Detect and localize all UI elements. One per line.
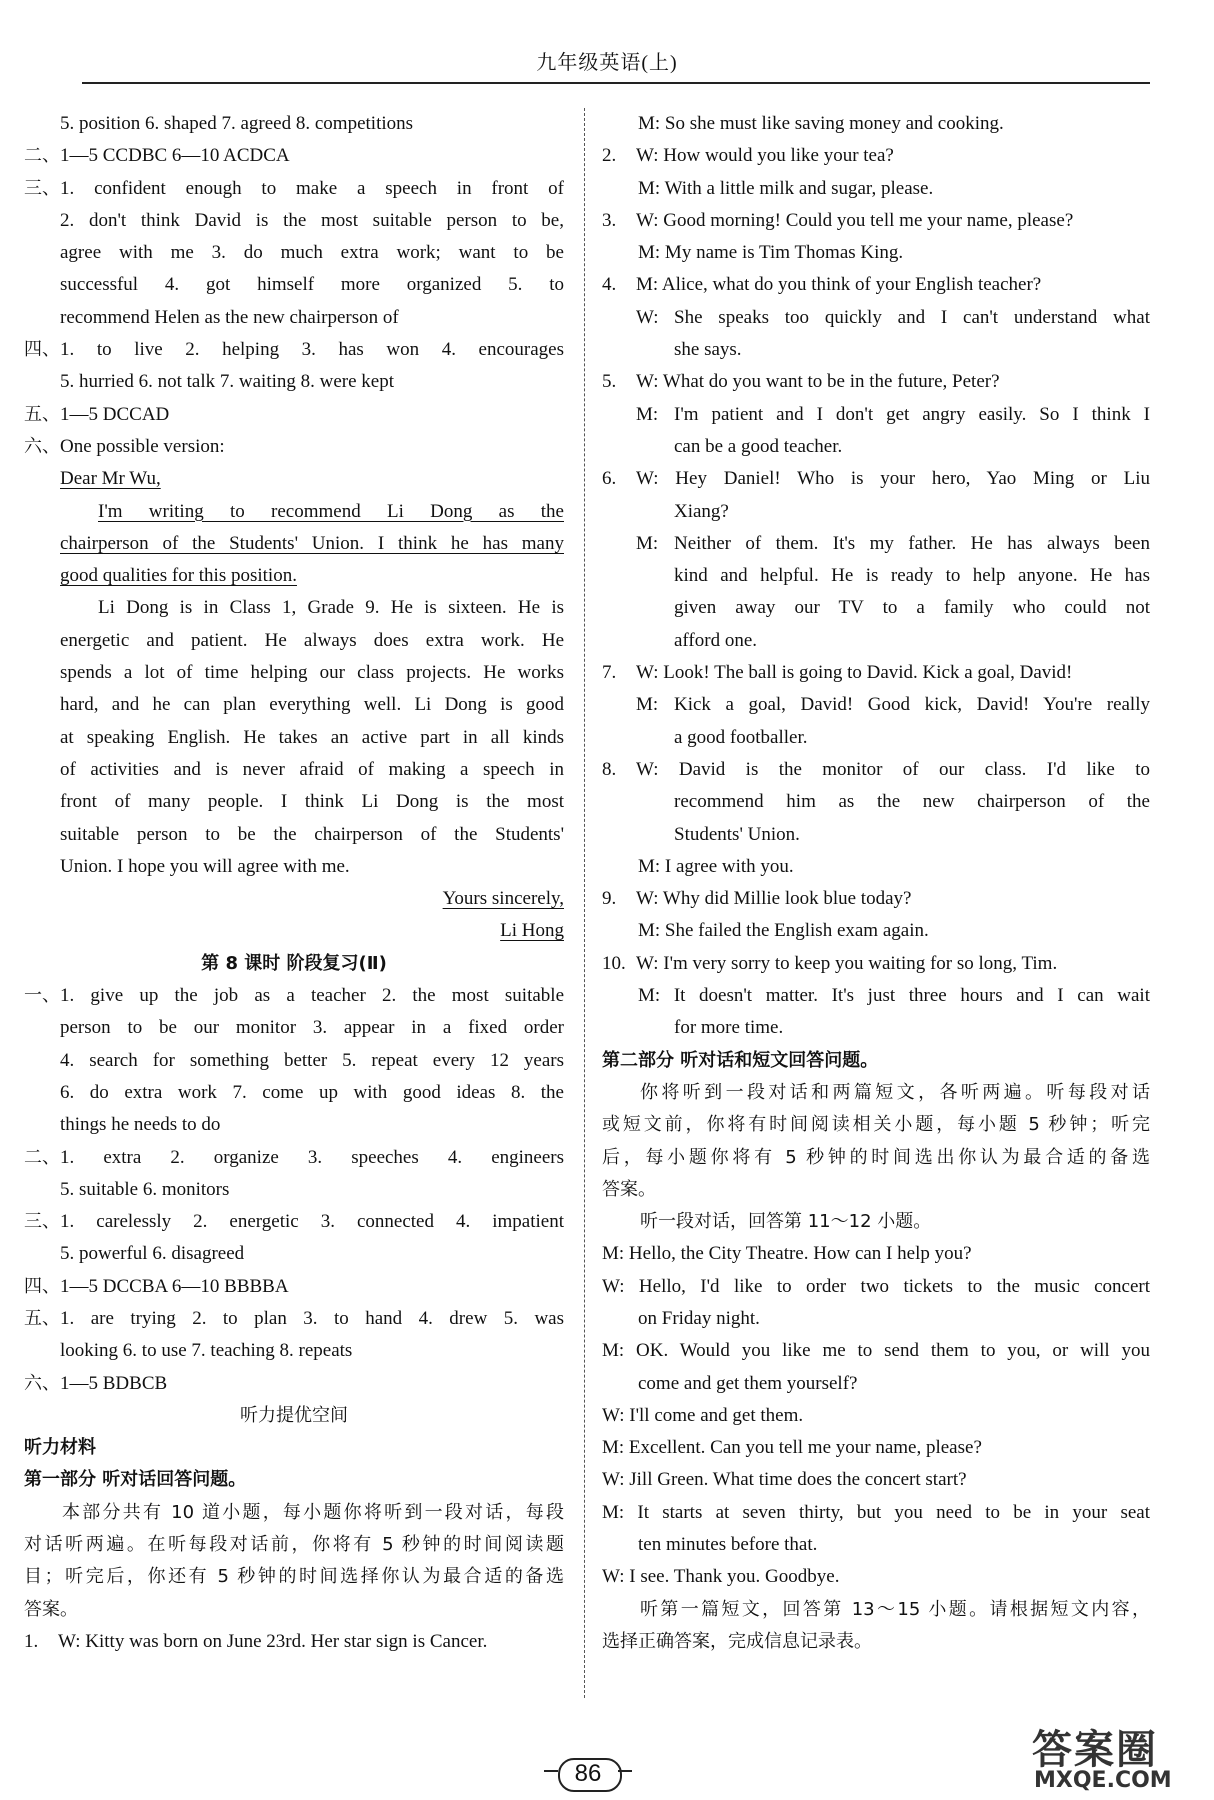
left-column xyxy=(24,108,564,1658)
text-line xyxy=(602,754,1150,786)
text-line xyxy=(24,1400,564,1432)
text-line xyxy=(24,1626,564,1658)
section-marker: 五、 xyxy=(24,403,60,425)
line-text: W: Kitty was born on June 23rd. Her star sign is Cancer. xyxy=(58,1630,488,1652)
text-line xyxy=(24,1303,564,1335)
text-line xyxy=(24,1432,564,1464)
line-text: agree with me 3. do much extra work; want to be xyxy=(60,242,564,264)
text-line xyxy=(602,786,1150,818)
line-text: of activities and is never afraid of making a speech in xyxy=(60,758,564,780)
line-text: 选择正确答案，完成信息记录表。 xyxy=(602,1630,872,1652)
text-line xyxy=(602,399,1150,431)
text-line xyxy=(24,431,564,463)
speaker-label: M: xyxy=(636,694,659,716)
text-line xyxy=(24,851,564,883)
line-text: W: Why did Millie look blue today? xyxy=(636,888,912,910)
text-line xyxy=(602,1497,1150,1529)
section-marker: 六、 xyxy=(24,435,60,457)
text-line xyxy=(602,980,1150,1012)
text-line xyxy=(24,625,564,657)
text-line xyxy=(24,722,564,754)
text-line xyxy=(24,689,564,721)
line-text: suitable person to be the chairperson of the Students' xyxy=(60,823,564,845)
header-rule xyxy=(82,82,1150,84)
text-line xyxy=(602,1271,1150,1303)
line-text: W: David is the monitor of our class. I'd like to xyxy=(636,758,1150,780)
line-text: spends a lot of time helping our class projects. He works xyxy=(60,662,564,684)
line-text: 1. confident enough to make a speech in front of xyxy=(60,177,564,199)
line-text: 后，每小题你将有 5 秒钟的时间选出你认为最合适的备选 xyxy=(602,1146,1150,1168)
line-text: 1. to live 2. helping 3. has won 4. encourages xyxy=(60,339,564,361)
text-line xyxy=(24,1206,564,1238)
line-text: Union. I hope you will agree with me. xyxy=(60,855,350,877)
text-line xyxy=(24,237,564,269)
text-line xyxy=(24,592,564,624)
line-text: W: I'm very sorry to keep you waiting for so long, Tim. xyxy=(636,952,1058,974)
text-line xyxy=(602,173,1150,205)
line-text: a good footballer. xyxy=(674,726,808,748)
item-number: 7. xyxy=(602,662,617,684)
text-line xyxy=(24,302,564,334)
left-flourish-icon xyxy=(544,1770,558,1772)
text-line xyxy=(602,1077,1150,1109)
text-line xyxy=(602,819,1150,851)
watermark-logo xyxy=(1032,1718,1204,1794)
speaker-label: W: xyxy=(636,306,659,328)
item-number: 2. xyxy=(602,145,617,167)
line-text: 第 8 课时 阶段复习(Ⅱ) xyxy=(201,952,387,974)
speaker-label: M: xyxy=(636,403,659,425)
text-line xyxy=(24,1012,564,1044)
line-text: can be a good teacher. xyxy=(674,435,843,457)
line-text: she says. xyxy=(674,339,742,361)
line-text: M: It starts at seven thirty, but you need to be in your seat xyxy=(602,1501,1150,1523)
line-text: Li Hong xyxy=(500,920,564,942)
text-line xyxy=(602,689,1150,721)
section-marker: 四、 xyxy=(24,1275,60,1297)
text-line xyxy=(24,883,564,915)
text-line xyxy=(24,1271,564,1303)
line-text: M: With a little milk and sugar, please. xyxy=(638,177,934,199)
line-text: energetic and patient. He always does extra work. He xyxy=(60,629,564,651)
line-text: One possible version: xyxy=(60,435,225,457)
line-text: 5. hurried 6. not talk 7. waiting 8. were kept xyxy=(60,371,395,393)
right-flourish-icon xyxy=(618,1770,632,1772)
line-text: M: It doesn't matter. It's just three hours and I can wait xyxy=(638,985,1150,1007)
text-line xyxy=(24,1561,564,1593)
text-line xyxy=(602,431,1150,463)
line-text: 第一部分 听对话回答问题。 xyxy=(24,1469,247,1491)
line-text: Xiang? xyxy=(674,500,729,522)
text-line xyxy=(602,1238,1150,1270)
text-line xyxy=(24,948,564,980)
text-line xyxy=(602,948,1150,980)
text-line xyxy=(602,1335,1150,1367)
line-text: Neither of them. It's my father. He has always been xyxy=(674,532,1150,554)
running-header: 九年级英语(上) xyxy=(536,52,678,74)
line-text: successful 4. got himself more organized 5. to xyxy=(60,274,564,296)
line-text: 4. search for something better 5. repeat every 12 years xyxy=(60,1049,564,1071)
text-line xyxy=(24,980,564,1012)
line-text: 5. suitable 6. monitors xyxy=(60,1178,230,1200)
text-line xyxy=(24,399,564,431)
text-line xyxy=(24,1335,564,1367)
text-line xyxy=(24,173,564,205)
text-line xyxy=(602,625,1150,657)
line-text: given away our TV to a family who could not xyxy=(674,597,1150,619)
text-line xyxy=(24,1464,564,1496)
item-number: 6. xyxy=(602,468,617,490)
text-line xyxy=(602,1109,1150,1141)
line-text: 2. don't think David is the most suitable person to be, xyxy=(60,209,564,231)
section-marker: 二、 xyxy=(24,1146,60,1168)
line-text: Li Dong is in Class 1, Grade 9. He is sixteen. He is xyxy=(98,597,564,619)
item-number: 5. xyxy=(602,371,617,393)
line-text: hard, and he can plan everything well. Li Dong is good xyxy=(60,694,564,716)
line-text: 1—5 DCCAD xyxy=(60,403,170,425)
section-marker: 三、 xyxy=(24,1211,60,1233)
line-text: 听力提优空间 xyxy=(240,1404,348,1426)
line-text: She speaks too quickly and I can't understand what xyxy=(674,306,1150,328)
line-text: afford one. xyxy=(674,629,758,651)
line-text: at speaking English. He takes an active part in all kinds xyxy=(60,726,564,748)
line-text: Yours sincerely, xyxy=(442,888,564,910)
text-line xyxy=(602,1174,1150,1206)
text-line xyxy=(602,915,1150,947)
line-text: 1. carelessly 2. energetic 3. connected 4. impatient xyxy=(60,1211,564,1233)
line-text: W: Good morning! Could you tell me your name, please? xyxy=(636,209,1074,231)
text-line xyxy=(24,366,564,398)
text-line xyxy=(24,463,564,495)
line-text: W: Hello, I'd like to order two tickets to the music concert xyxy=(602,1275,1150,1297)
line-text: 1—5 CCDBC 6—10 ACDCA xyxy=(60,145,290,167)
text-line xyxy=(24,819,564,851)
text-line xyxy=(602,1529,1150,1561)
text-line xyxy=(602,851,1150,883)
line-text: 第二部分 听对话和短文回答问题。 xyxy=(602,1049,879,1071)
line-text: 答案。 xyxy=(602,1178,656,1200)
text-line xyxy=(602,1626,1150,1658)
text-line xyxy=(602,1432,1150,1464)
text-line xyxy=(602,1206,1150,1238)
line-text: chairperson of the Students' Union. I think he has many xyxy=(60,532,564,554)
line-text: 听一段对话，回答第 11～12 小题。 xyxy=(640,1211,932,1233)
item-number: 1. xyxy=(24,1630,39,1652)
line-text: M: Hello, the City Theatre. How can I help you? xyxy=(602,1243,972,1265)
text-line xyxy=(602,1142,1150,1174)
line-text: 对话听两遍。在听每段对话前，你将有 5 秒钟的时间阅读题 xyxy=(24,1534,564,1556)
line-text: person to be our monitor 3. appear in a fixed order xyxy=(60,1017,564,1039)
text-line xyxy=(602,237,1150,269)
text-line xyxy=(602,1045,1150,1077)
line-text: M: My name is Tim Thomas King. xyxy=(638,242,904,264)
text-line xyxy=(602,1594,1150,1626)
text-line xyxy=(602,205,1150,237)
text-line xyxy=(602,592,1150,624)
line-text: Students' Union. xyxy=(674,823,800,845)
line-text: W: Look! The ball is going to David. Kick a goal, David! xyxy=(636,662,1073,684)
item-number: 4. xyxy=(602,274,617,296)
line-text: M: OK. Would you like me to send them to you, or will you xyxy=(602,1340,1150,1362)
line-text: M: So she must like saving money and cooking. xyxy=(638,113,1004,134)
text-line xyxy=(24,496,564,528)
item-number: 9. xyxy=(602,888,617,910)
text-line xyxy=(602,108,1150,140)
line-text: things he needs to do xyxy=(60,1114,221,1136)
text-line xyxy=(24,1238,564,1270)
line-text: good qualities for this position. xyxy=(60,565,297,587)
text-line xyxy=(24,786,564,818)
text-line xyxy=(602,1368,1150,1400)
line-text: looking 6. to use 7. teaching 8. repeats xyxy=(60,1340,353,1362)
line-text: W: I see. Thank you. Goodbye. xyxy=(602,1566,840,1588)
section-marker: 一、 xyxy=(24,985,60,1007)
line-text: 1—5 DCCBA 6—10 BBBBA xyxy=(60,1275,289,1297)
text-line xyxy=(602,1400,1150,1432)
line-text: 听第一篇短文，回答第 13～15 小题。请根据短文内容， xyxy=(640,1598,1150,1620)
text-line xyxy=(24,1529,564,1561)
text-line xyxy=(602,496,1150,528)
text-line xyxy=(602,657,1150,689)
line-text: 1—5 BDBCB xyxy=(60,1372,168,1394)
section-marker: 三、 xyxy=(24,177,60,199)
line-text: M: Alice, what do you think of your English teacher? xyxy=(636,274,1042,296)
line-text: M: Excellent. Can you tell me your name, please? xyxy=(602,1437,982,1459)
text-line xyxy=(602,1012,1150,1044)
text-line xyxy=(24,560,564,592)
right-column xyxy=(602,108,1150,1658)
text-line xyxy=(602,140,1150,172)
line-text: 5. position 6. shaped 7. agreed 8. competitions xyxy=(60,113,414,134)
line-text: come and get them yourself? xyxy=(638,1372,858,1394)
text-line xyxy=(24,140,564,172)
line-text: Kick a goal, David! Good kick, David! You're really xyxy=(674,694,1150,716)
text-line xyxy=(24,915,564,947)
line-text: for more time. xyxy=(674,1017,784,1039)
text-line xyxy=(602,366,1150,398)
text-line xyxy=(602,1561,1150,1593)
text-line xyxy=(602,883,1150,915)
page-number xyxy=(548,1756,628,1792)
text-line xyxy=(24,1174,564,1206)
line-text: recommend him as the new chairperson of the xyxy=(674,791,1150,813)
text-line xyxy=(602,1464,1150,1496)
watermark-text: 答案圈 xyxy=(1032,1727,1158,1773)
line-text: I'm patient and I don't get angry easily. So I think I xyxy=(674,403,1150,425)
line-text: 1. extra 2. organize 3. speeches 4. engineers xyxy=(60,1146,564,1168)
line-text: 听力材料 xyxy=(24,1437,96,1459)
text-line xyxy=(602,722,1150,754)
line-text: front of many people. I think Li Dong is the most xyxy=(60,791,564,813)
line-text: 或短文前，你将有时间阅读相关小题，每小题 5 秒钟；听完 xyxy=(602,1114,1150,1136)
line-text: M: I agree with you. xyxy=(638,855,794,877)
column-divider xyxy=(584,108,585,1698)
line-text: W: I'll come and get them. xyxy=(602,1404,804,1426)
line-text: W: Jill Green. What time does the concert start? xyxy=(602,1469,967,1491)
line-text: 1. give up the job as a teacher 2. the most suitable xyxy=(60,985,564,1007)
line-text: M: She failed the English exam again. xyxy=(638,920,929,942)
line-text: 6. do extra work 7. come up with good ideas 8. the xyxy=(60,1081,564,1103)
line-text: kind and helpful. He is ready to help anyone. He has xyxy=(674,565,1150,587)
text-line xyxy=(24,657,564,689)
item-number: 8. xyxy=(602,758,617,780)
text-line xyxy=(24,1497,564,1529)
text-line xyxy=(602,269,1150,301)
text-line xyxy=(602,1303,1150,1335)
line-text: 本部分共有 10 道小题，每小题你将听到一段对话，每段 xyxy=(62,1501,564,1523)
text-line xyxy=(24,528,564,560)
page-number-text: 86 xyxy=(574,1760,602,1787)
text-line xyxy=(24,1109,564,1141)
text-line xyxy=(24,1368,564,1400)
watermark-url: MXQE.COM xyxy=(1034,1768,1172,1793)
text-line xyxy=(24,205,564,237)
text-line xyxy=(24,269,564,301)
line-text: 答案。 xyxy=(24,1598,78,1620)
section-marker: 六、 xyxy=(24,1372,60,1394)
line-text: I'm writing to recommend Li Dong as the xyxy=(98,500,564,522)
line-text: Dear Mr Wu, xyxy=(60,468,161,490)
line-text: W: How would you like your tea? xyxy=(636,145,894,167)
text-line xyxy=(24,754,564,786)
section-marker: 四、 xyxy=(24,339,60,361)
line-text: 你将听到一段对话和两篇短文，各听两遍。听每段对话 xyxy=(640,1081,1150,1103)
text-line xyxy=(602,463,1150,495)
text-line xyxy=(24,1077,564,1109)
text-line xyxy=(602,560,1150,592)
line-text: W: Hey Daniel! Who is your hero, Yao Ming or Liu xyxy=(636,468,1150,490)
line-text: 目；听完后，你还有 5 秒钟的时间选择你认为最合适的备选 xyxy=(24,1566,564,1588)
text-line xyxy=(602,302,1150,334)
text-line xyxy=(24,334,564,366)
text-line xyxy=(24,1142,564,1174)
line-text: on Friday night. xyxy=(638,1307,760,1329)
line-text: recommend Helen as the new chairperson of xyxy=(60,306,399,328)
line-text: 1. are trying 2. to plan 3. to hand 4. drew 5. was xyxy=(60,1307,564,1329)
line-text: 5. powerful 6. disagreed xyxy=(60,1243,245,1265)
text-line xyxy=(24,1594,564,1626)
text-line xyxy=(602,334,1150,366)
item-number: 10. xyxy=(602,952,626,974)
section-marker: 二、 xyxy=(24,145,60,167)
section-marker: 五、 xyxy=(24,1307,60,1329)
item-number: 3. xyxy=(602,209,617,231)
line-text: ten minutes before that. xyxy=(638,1534,818,1556)
text-line xyxy=(602,528,1150,560)
line-text: W: What do you want to be in the future, Peter? xyxy=(636,371,1000,393)
speaker-label: M: xyxy=(636,532,659,554)
text-line xyxy=(24,108,564,140)
text-line xyxy=(24,1045,564,1077)
